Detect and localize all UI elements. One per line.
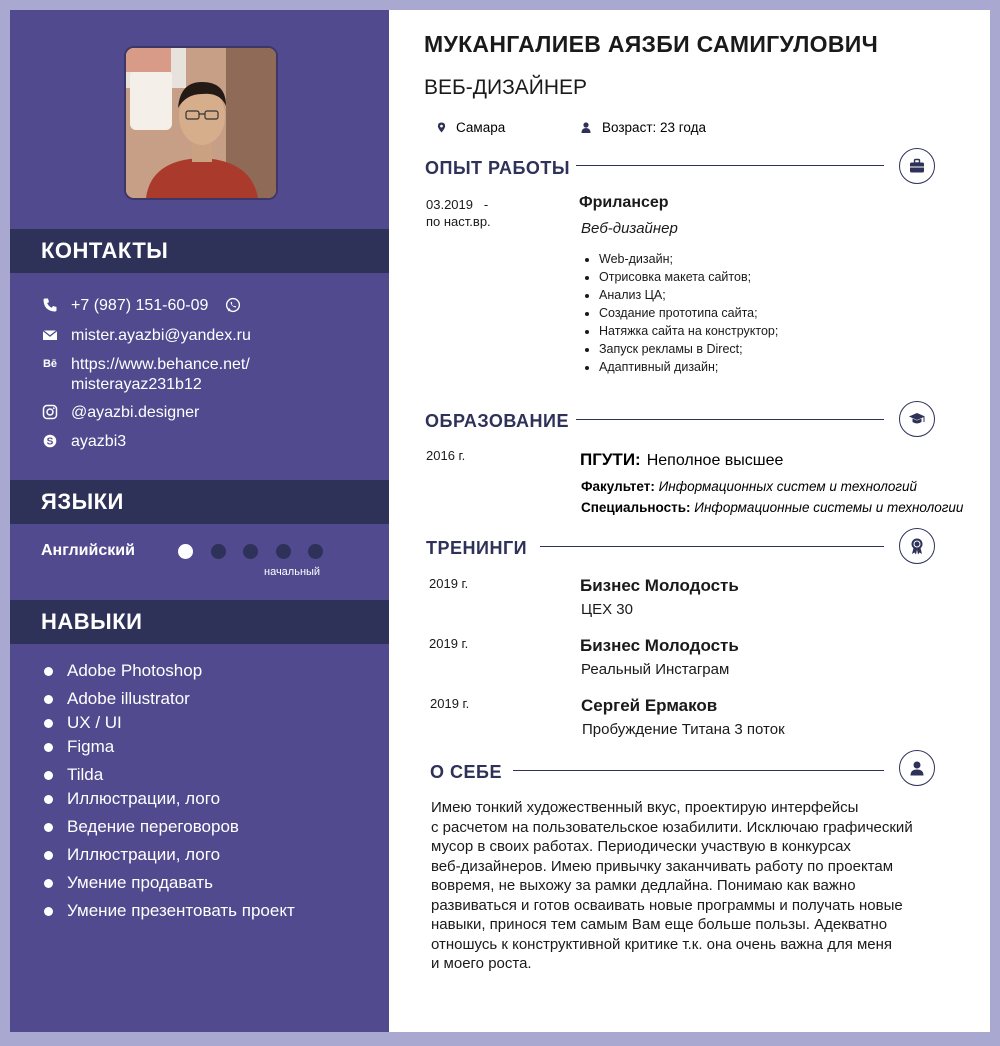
- language-level-dot: [211, 544, 226, 559]
- bullet-icon: [44, 771, 53, 780]
- graduation-cap-icon: [899, 401, 935, 437]
- specialty-line: Специальность: Информационные системы и технологии: [581, 500, 964, 515]
- skill-item: Умение продавать: [44, 873, 213, 893]
- whatsapp-icon: [224, 296, 242, 314]
- bullet-icon: [44, 851, 53, 860]
- duties-list: [577, 250, 778, 376]
- list-item: • Натяжка сайта на конструктор;: [599, 322, 778, 340]
- behance-icon: Bē: [42, 358, 58, 370]
- faculty-line: Факультет: Информационных систем и технологий: [581, 479, 918, 494]
- skill-item: UX / UI: [44, 713, 122, 733]
- language-name: Английский: [41, 542, 135, 559]
- skype-login[interactable]: ayazbi3: [71, 433, 127, 450]
- about-text: Имею тонкий художественный вкус, проектирую интерфейсы с расчетом на пользовательское юзабилити. Исключаю графический мусор в своих работах. Периодически участвую в конкурсах веб-дизайнеров. Имею привычку заканчивать работу по проектам вовремя, не выхожу за рамки дедлайна. Понимаю как важно развиваться и готов осваивать новые программы и получать новые навыки, принося тем самым Вам еще больше пользы. Адекватно отношусь к конструктивной критике т.к. она очень важна для меня и моего роста.: [431, 799, 913, 972]
- skill-item: Умение презентовать проект: [44, 901, 295, 921]
- svg-text:S: S: [46, 436, 54, 448]
- contacts-header: КОНТАКТЫ: [10, 229, 389, 273]
- user-icon: [899, 750, 935, 786]
- skill-item: Tilda: [44, 765, 103, 785]
- list-item: • Адаптивный дизайн;: [599, 358, 778, 376]
- behance-link-line1[interactable]: https://www.behance.net/: [71, 356, 250, 373]
- phone-icon: [41, 296, 59, 314]
- training-title: Сергей Ермаков: [581, 696, 718, 715]
- language-level-label: начальный: [264, 566, 321, 578]
- trainings-title: ТРЕНИНГИ: [426, 538, 528, 558]
- main-content: [389, 10, 990, 1032]
- bullet-icon: [44, 879, 53, 888]
- person-icon: [581, 122, 591, 133]
- list-item: • Создание прототипа сайта;: [599, 304, 778, 322]
- bullet-icon: [44, 743, 53, 752]
- divider: [540, 546, 884, 547]
- education-institution: ПГУТИ: Неполное высшее: [580, 450, 784, 469]
- training-subtitle: ЦЕХ 30: [581, 601, 633, 618]
- job-role: Веб-дизайнер: [581, 220, 678, 237]
- languages-header: ЯЗЫКИ: [10, 480, 389, 524]
- profile-photo: [124, 46, 278, 200]
- list-item: • Web-дизайн;: [599, 250, 778, 268]
- training-year: 2019 г.: [429, 576, 469, 591]
- contact-behance: [41, 355, 250, 395]
- skill-item: Adobe Photoshop: [44, 661, 202, 681]
- language-level-dot: [276, 544, 291, 559]
- education-title: ОБРАЗОВАНИЕ: [425, 411, 569, 431]
- age: Возраст: 23 года: [581, 120, 706, 135]
- list-item: • Анализ ЦА;: [599, 286, 778, 304]
- language-level-dot: [308, 544, 323, 559]
- skill-item: Иллюстрации, лого: [44, 789, 220, 809]
- bullet-icon: [44, 907, 53, 916]
- map-pin-icon: [437, 122, 446, 133]
- divider: [576, 419, 884, 420]
- instagram-icon: [41, 403, 59, 421]
- location: Самара: [437, 120, 505, 135]
- divider: [513, 770, 884, 771]
- briefcase-icon: [899, 148, 935, 184]
- full-name: МУКАНГАЛИЕВ АЯЗБИ САМИГУЛОВИЧ: [424, 31, 879, 57]
- contact-phone: [41, 296, 254, 316]
- email-address[interactable]: mister.ayazbi@yandex.ru: [71, 327, 251, 344]
- phone-number[interactable]: +7 (987) 151-60-09: [71, 297, 209, 314]
- training-year: 2019 г.: [429, 636, 469, 651]
- bullet-icon: [44, 667, 53, 676]
- bullet-icon: [44, 823, 53, 832]
- divider: [576, 165, 884, 166]
- experience-date: 03.2019 - по наст.вр.: [426, 197, 491, 229]
- skill-item: Figma: [44, 737, 114, 757]
- list-item: • Запуск рекламы в Direct;: [599, 340, 778, 358]
- sidebar: [10, 10, 389, 1032]
- bullet-icon: [44, 719, 53, 728]
- award-icon: [899, 528, 935, 564]
- instagram-handle[interactable]: @ayazbi.designer: [71, 404, 200, 421]
- contact-skype: [41, 432, 126, 452]
- list-item: • Отрисовка макета сайтов;: [599, 268, 778, 286]
- education-year: 2016 г.: [426, 448, 466, 463]
- experience-title: ОПЫТ РАБОТЫ: [425, 158, 571, 178]
- language-level-dot: [178, 544, 193, 559]
- behance-link-line2[interactable]: misterayaz231b12: [71, 376, 202, 393]
- training-title: Бизнес Молодость: [580, 636, 739, 655]
- bullet-icon: [44, 795, 53, 804]
- contact-email: [41, 326, 251, 346]
- language-level-dot: [243, 544, 258, 559]
- company-name: Фрилансер: [579, 194, 669, 211]
- about-title: О СЕБЕ: [430, 762, 502, 782]
- job-position: ВЕБ-ДИЗАЙНЕР: [424, 76, 588, 99]
- training-title: Бизнес Молодость: [580, 576, 739, 595]
- skill-item: Ведение переговоров: [44, 817, 239, 837]
- skills-header: НАВЫКИ: [10, 600, 389, 644]
- training-subtitle: Пробуждение Титана 3 поток: [582, 721, 785, 738]
- skill-item: Adobe illustrator: [44, 689, 190, 709]
- skill-item: Иллюстрации, лого: [44, 845, 220, 865]
- envelope-icon: [41, 326, 59, 344]
- training-subtitle: Реальный Инстаграм: [581, 661, 730, 678]
- training-year: 2019 г.: [430, 696, 470, 711]
- contact-instagram: [41, 403, 199, 423]
- bullet-icon: [44, 695, 53, 704]
- skype-icon: [41, 432, 59, 450]
